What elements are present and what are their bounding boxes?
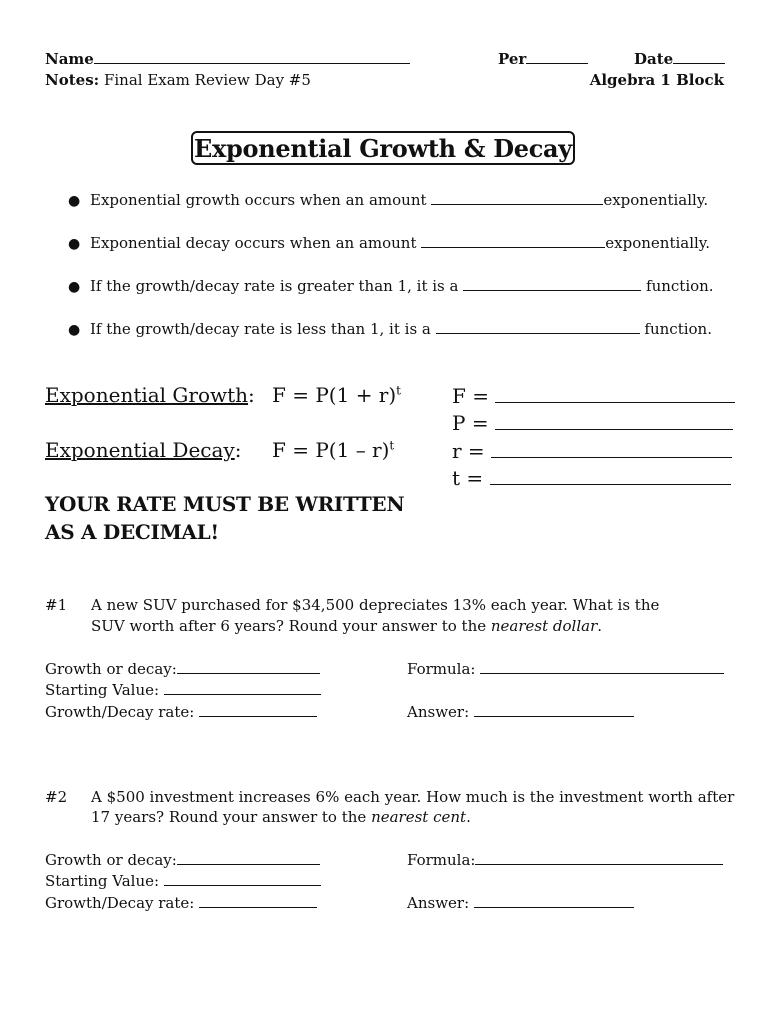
bullet-icon: ● (68, 236, 81, 252)
variable-label: t = (452, 466, 484, 490)
bullet-suffix: exponentially. (605, 234, 711, 252)
date-blank[interactable] (673, 49, 725, 64)
p2-starting-value (45, 871, 321, 890)
notes-text: Final Exam Review Day #5 (103, 71, 311, 89)
field-blank[interactable] (475, 850, 723, 865)
variable-label: r = (452, 439, 485, 463)
date-label: Date (634, 50, 674, 68)
field-label: Growth/Decay rate: (45, 894, 195, 912)
bullet-text: Exponential decay occurs when an amount (90, 234, 417, 252)
field-blank[interactable] (177, 850, 320, 865)
field-label: Answer: (407, 703, 470, 721)
variable-blank[interactable] (495, 413, 733, 430)
notes-label: Notes: (45, 71, 100, 89)
problem-1-line-2 (91, 617, 602, 635)
field-label: Starting Value: (45, 872, 160, 890)
field-blank[interactable] (177, 659, 320, 674)
problem-text: SUV worth after 6 years? Round your answer to the (91, 617, 491, 635)
name-blank[interactable] (94, 49, 410, 64)
problem-1-line-1: A new SUV purchased for $34,500 depreciates 13% each year. What is the (91, 596, 660, 614)
decay-formula-text: F = P(1 – r) (272, 438, 390, 462)
warning-line-1: YOUR RATE MUST BE WRITTEN (45, 492, 405, 516)
field-blank[interactable] (474, 702, 634, 717)
bullet-suffix: exponentially. (603, 191, 709, 209)
problem-text-end: . (466, 808, 471, 826)
bullet-decay (68, 233, 710, 252)
p2-formula (407, 850, 723, 869)
variable-label: P = (452, 411, 489, 435)
warning-line-2: AS A DECIMAL! (45, 520, 219, 544)
problem-1-number: #1 (45, 596, 68, 614)
decay-exponent: t (389, 438, 395, 453)
name-line (45, 49, 410, 68)
growth-exponent: t (396, 383, 401, 398)
bullet-blank[interactable] (431, 190, 603, 205)
field-label: Formula: (407, 660, 476, 678)
bullet-blank[interactable] (463, 276, 641, 291)
problem-2-line-2 (91, 808, 471, 826)
variable-r (452, 439, 732, 463)
p1-starting-value (45, 680, 321, 699)
field-blank[interactable] (199, 893, 317, 908)
p2-answer (407, 893, 634, 912)
variable-label: F = (452, 384, 489, 408)
bullet-greater (68, 276, 714, 295)
notes-line (45, 71, 311, 89)
name-label: Name (45, 50, 94, 68)
field-label: Answer: (407, 894, 470, 912)
field-blank[interactable] (480, 659, 724, 674)
field-blank[interactable] (474, 893, 634, 908)
period-line (498, 49, 588, 68)
variable-blank[interactable] (495, 386, 735, 403)
problem-2-number: #2 (45, 788, 68, 806)
field-label: Growth or decay: (45, 660, 177, 678)
problem-text: 17 years? Round your answer to the (91, 808, 372, 826)
bullet-text: If the growth/decay rate is greater than 1, it is a (90, 277, 459, 295)
field-blank[interactable] (199, 702, 317, 717)
bullet-suffix: function. (644, 320, 712, 338)
variable-t (452, 466, 731, 490)
decay-formula-label: Exponential Decay (45, 438, 235, 462)
p1-formula (407, 659, 724, 678)
field-label: Growth/Decay rate: (45, 703, 195, 721)
problem-emphasis: nearest dollar (490, 617, 598, 635)
growth-formula-row: Exponential Growth: (45, 383, 255, 407)
bullet-blank[interactable] (421, 233, 605, 248)
p1-rate (45, 702, 317, 721)
p1-answer (407, 702, 634, 721)
problem-emphasis: nearest cent (371, 808, 467, 826)
bullet-growth (68, 190, 708, 209)
decay-formula (272, 438, 394, 462)
bullet-text: Exponential growth occurs when an amount (90, 191, 427, 209)
course-name: Algebra 1 Block (589, 71, 724, 89)
bullet-suffix: function. (646, 277, 714, 295)
variable-blank[interactable] (491, 441, 732, 458)
bullet-icon: ● (68, 193, 81, 209)
field-blank[interactable] (164, 680, 321, 695)
growth-formula-label: Exponential Growth (45, 383, 249, 407)
variable-blank[interactable] (490, 468, 731, 485)
field-blank[interactable] (164, 871, 321, 886)
period-label: Per (498, 50, 527, 68)
bullet-icon: ● (68, 322, 81, 338)
variable-p (452, 411, 733, 435)
date-line (634, 49, 725, 68)
field-label: Starting Value: (45, 681, 160, 699)
field-label: Growth or decay: (45, 851, 177, 869)
growth-formula-text: F = P(1 + r) (272, 383, 397, 407)
decay-formula-row: Exponential Decay: (45, 438, 242, 462)
problem-text-end: . (597, 617, 603, 635)
p2-rate (45, 893, 317, 912)
growth-formula (272, 383, 401, 407)
period-blank[interactable] (526, 49, 588, 64)
problem-2-line-1: A $500 investment increases 6% each year. How much is the investment worth after (91, 788, 735, 806)
bullet-text: If the growth/decay rate is less than 1, it is a (90, 320, 431, 338)
bullet-less (68, 319, 712, 338)
variable-f (452, 384, 735, 408)
field-label: Formula: (407, 851, 476, 869)
bullet-icon: ● (68, 279, 81, 295)
bullet-blank[interactable] (436, 319, 640, 334)
p1-growth-or-decay (45, 659, 320, 678)
page-title: Exponential Growth & Decay (191, 131, 575, 165)
p2-growth-or-decay (45, 850, 320, 869)
